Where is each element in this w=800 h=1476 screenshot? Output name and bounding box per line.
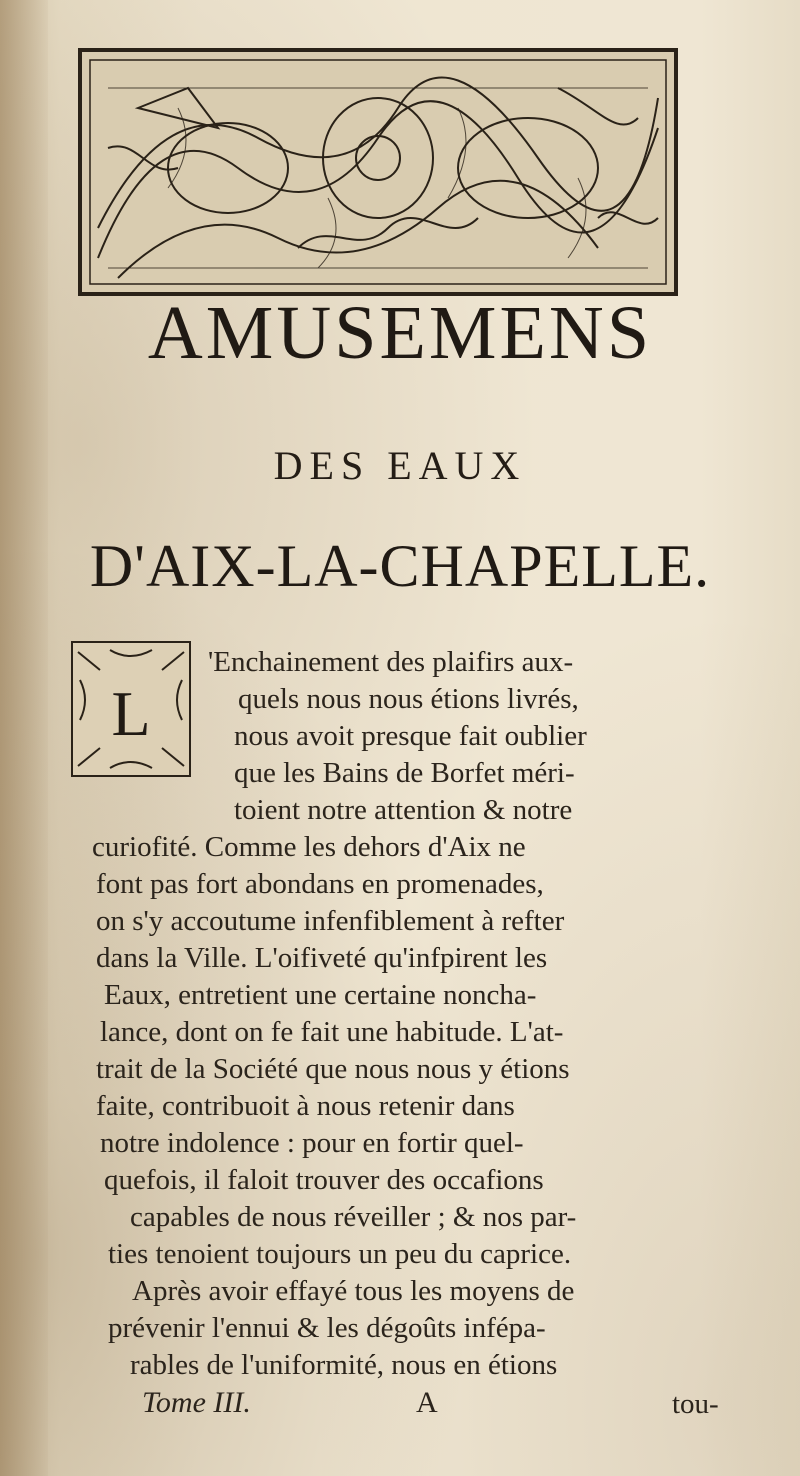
title-aix-la-chapelle: D'AIX-LA-CHAPELLE. (89, 533, 711, 599)
text-line-17: ties tenoient toujours un peu du caprice. (108, 1238, 572, 1270)
text-line-11: lance, dont on fe fait une habitude. L'at- (100, 1016, 564, 1048)
text-line-10: Eaux, entretient une certaine noncha- (104, 979, 537, 1011)
text-line-7: font pas fort abondans en promenades, (96, 868, 544, 900)
text-line-14: notre indolence : pour en fortir quel- (100, 1127, 524, 1159)
text-line-19: prévenir l'ennui & les dégoûts infépa- (108, 1312, 546, 1344)
text-line-8: on s'y accoutume infenfiblement à refter (96, 905, 565, 937)
text-line-18: Après avoir effayé tous les moyens de (132, 1275, 575, 1307)
drop-cap-letter: L (111, 678, 151, 749)
text-line-1: 'Enchainement des plaifirs aux- (208, 646, 574, 678)
text-line-9: dans la Ville. L'oifiveté qu'infpirent les (96, 942, 548, 974)
decorative-headpiece-engraving (78, 48, 678, 296)
page-gutter-shadow (0, 0, 48, 1476)
text-line-5: toient notre attention & notre (234, 794, 573, 826)
signature-mark: A (416, 1386, 438, 1419)
text-line-6: curiofité. Comme les dehors d'Aix ne (92, 831, 526, 863)
ornamental-drop-cap (70, 640, 192, 778)
text-line-12: trait de la Société que nous nous y étions (96, 1053, 570, 1085)
text-line-3: nous avoit presque fait oublier (234, 720, 587, 752)
text-line-4: que les Bains de Borfet méri- (234, 757, 575, 789)
text-line-13: faite, contribuoit à nous retenir dans (96, 1090, 515, 1122)
text-line-2: quels nous nous étions livrés, (238, 683, 579, 715)
catchword: tou- (672, 1388, 719, 1420)
text-line-15: quefois, il faloit trouver des occafions (104, 1164, 544, 1196)
signature-tome: Tome III. (142, 1386, 251, 1419)
text-line-20: rables de l'uniformité, nous en étions (130, 1349, 558, 1381)
title-des-eaux: DES EAUX (273, 443, 527, 488)
title-amusemens: AMUSEMENS (147, 291, 653, 375)
text-line-16: capables de nous réveiller ; & nos par- (130, 1201, 577, 1233)
